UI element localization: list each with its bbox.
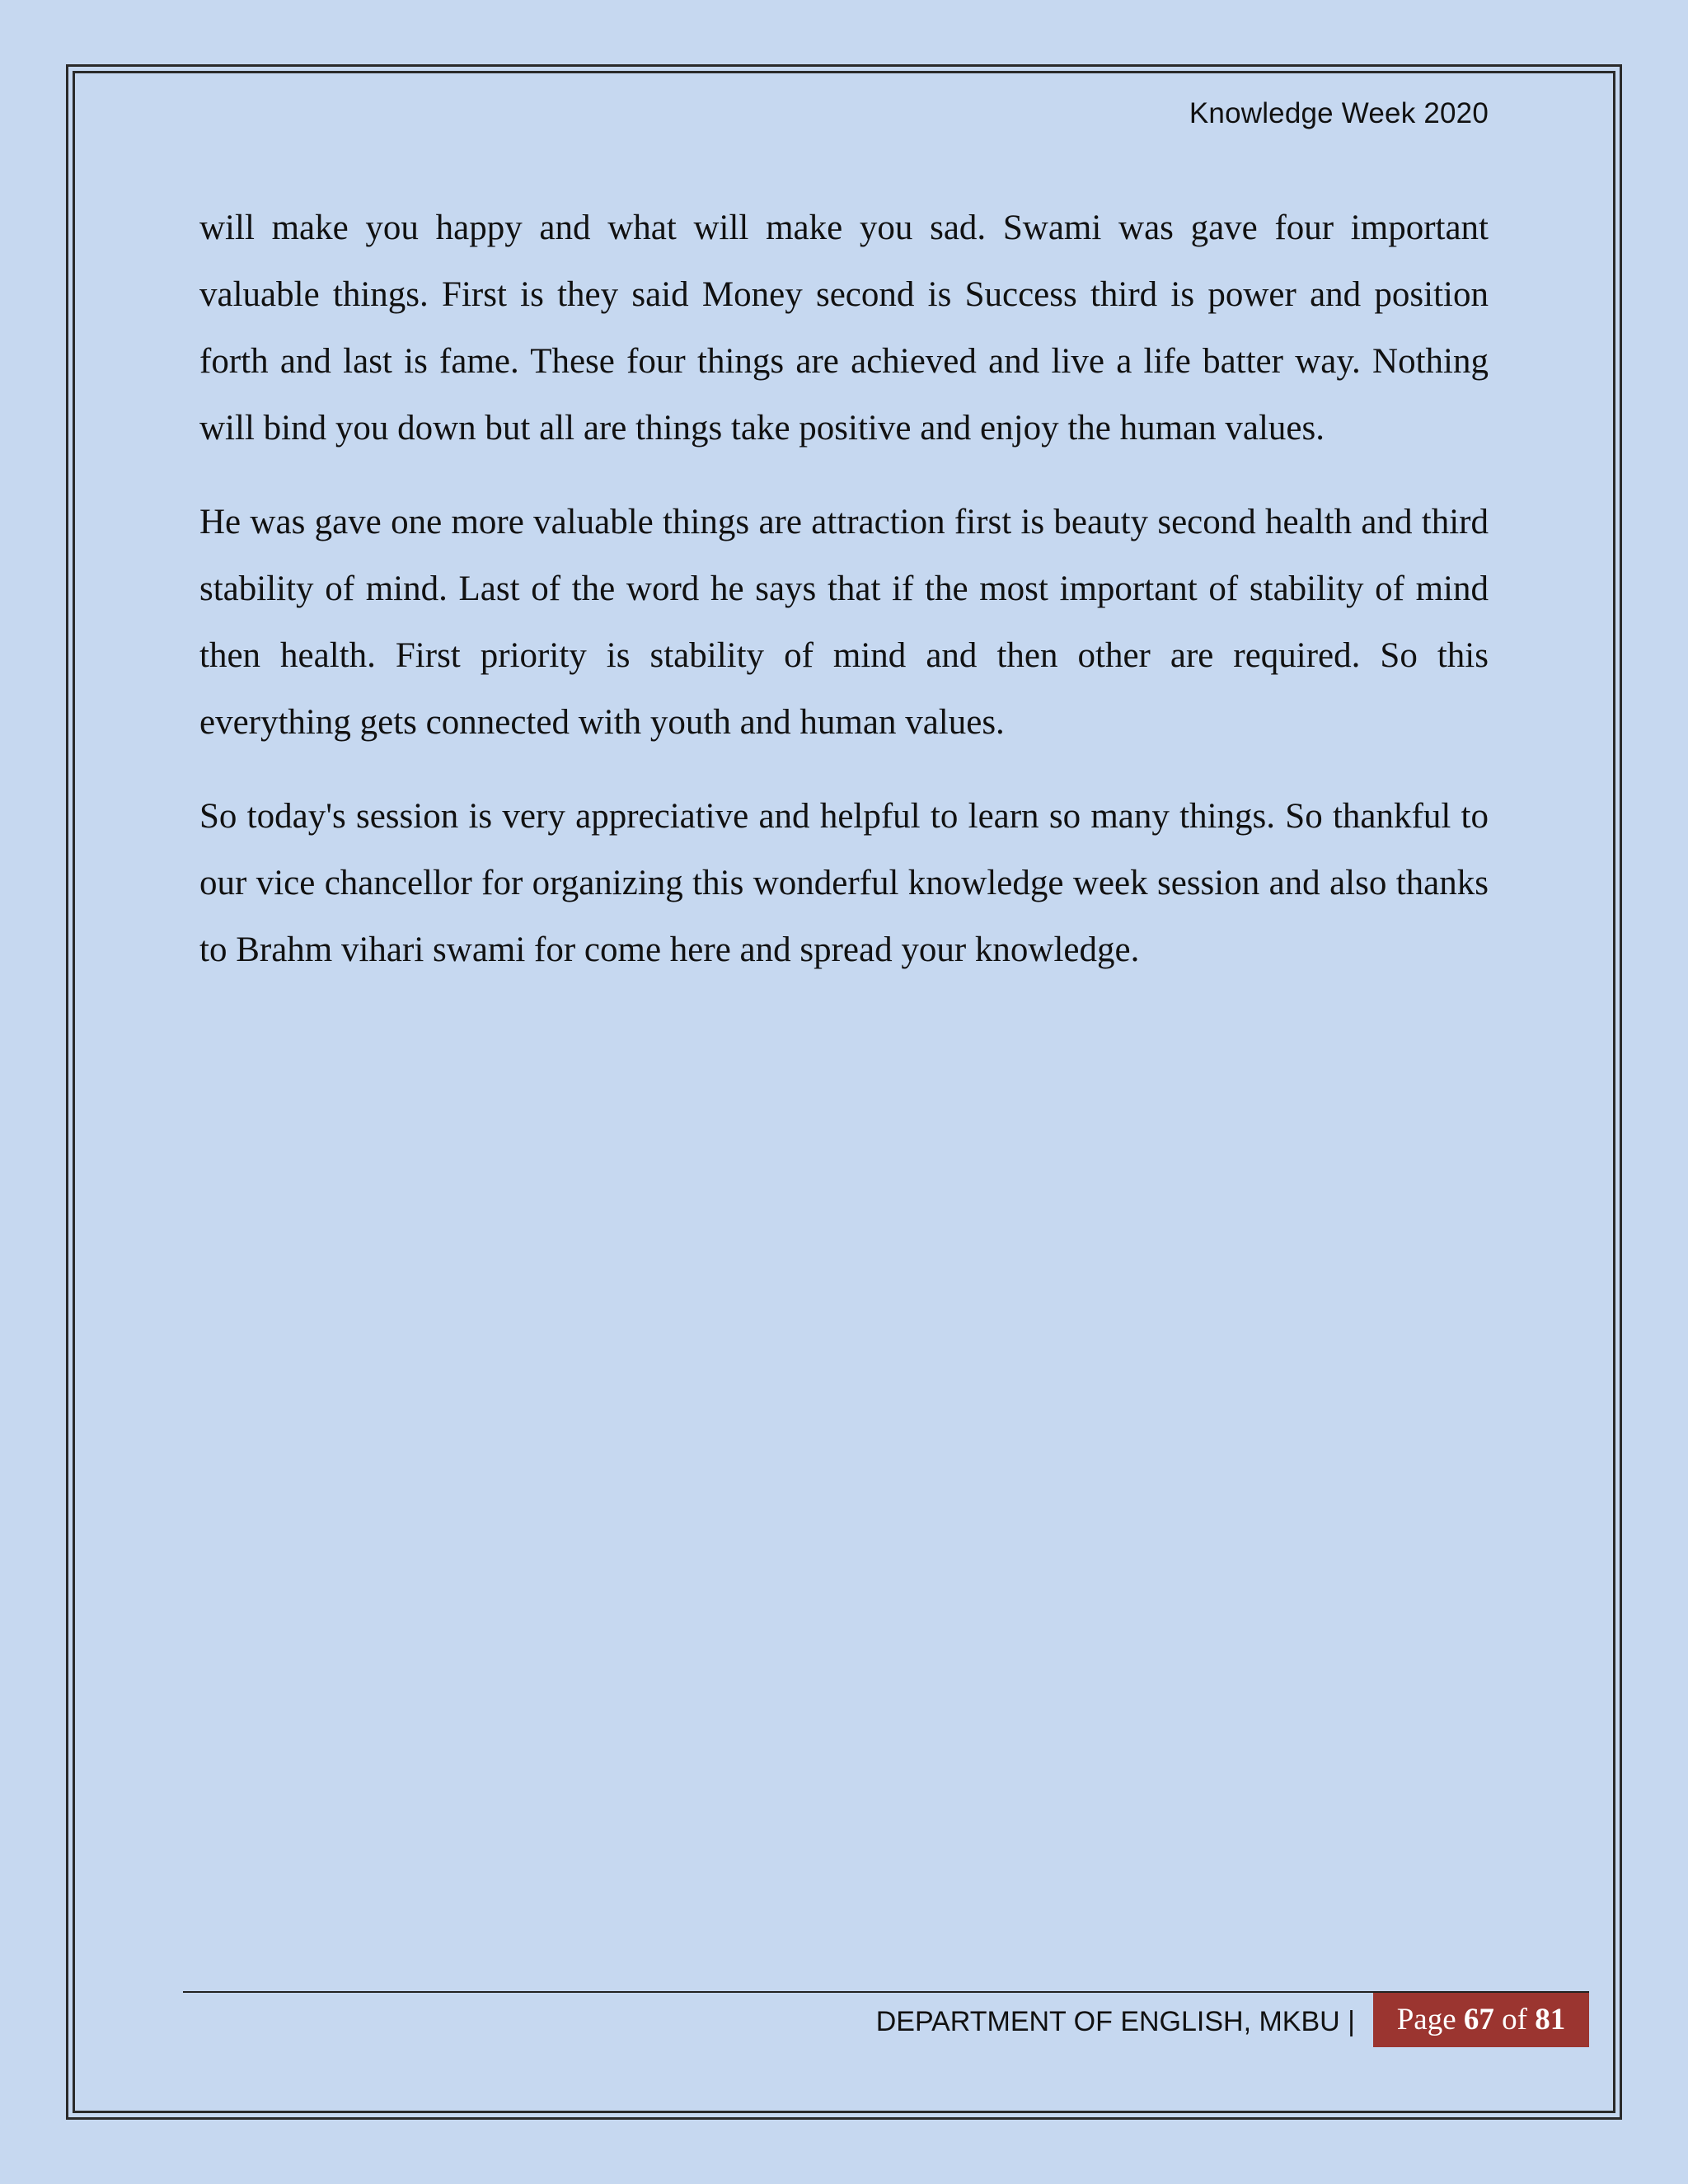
page-current: 67 (1463, 2003, 1494, 2036)
paragraph-2: He was gave one more valuable things are attraction first is beauty second health and third stability of mind. Last of the word he says that if the most important of stability of mind then health. First priority is stability of mind and then other are required. So this everything gets connected with youth and human values. (199, 503, 1489, 742)
paragraph-1: will make you happy and what will make you sad. Swami was gave four important valuable things. First is they said Money second is Success third is power and position forth and last is fame. These four things are achieved and live a life batter way. Nothing will bind you down but all are things take positive and enjoy the human values. (199, 209, 1489, 448)
page-total: 81 (1535, 2003, 1566, 2036)
paragraph-3: So today's session is very appreciative and helpful to learn so many things. So thankful to our vice chancellor for organizing this wonderful knowledge week session and also thanks to Brahm vihari swami for come here and spread your knowledge. (199, 797, 1489, 969)
page-prefix: Page (1396, 2003, 1456, 2036)
footer-department: DEPARTMENT OF ENGLISH, MKBU | (875, 2006, 1355, 2037)
page-of: of (1502, 2003, 1527, 2036)
body-text (199, 194, 1489, 1010)
page-number-badge (1373, 1993, 1589, 2047)
running-header: Knowledge Week 2020 (1189, 97, 1489, 129)
